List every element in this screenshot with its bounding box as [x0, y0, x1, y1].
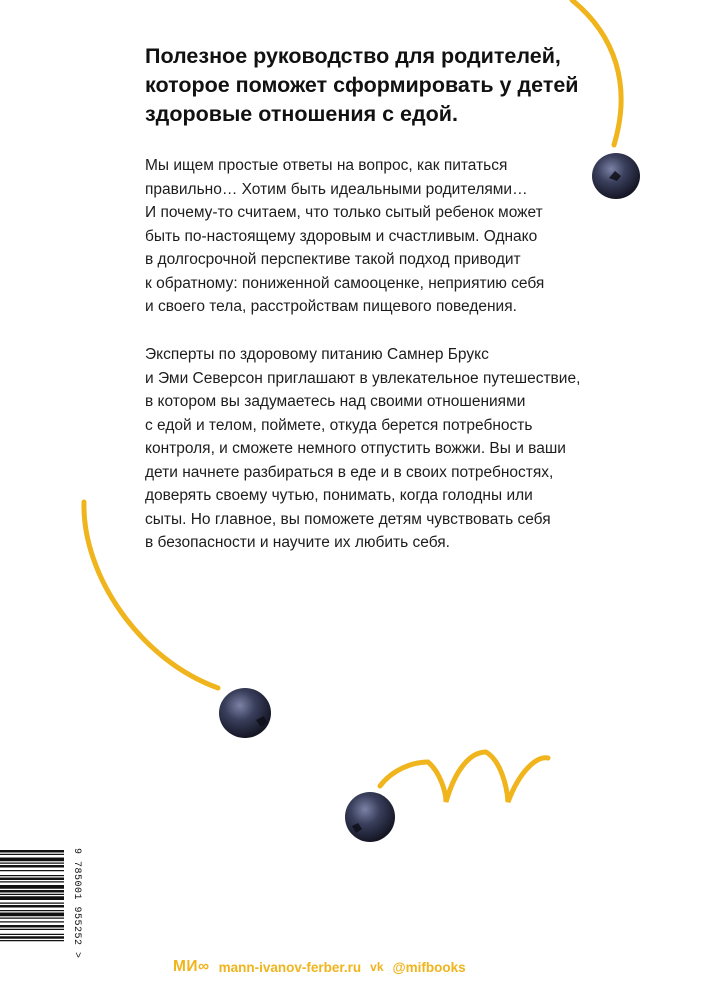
website-link[interactable]: mann-ivanov-ferber.ru [218, 959, 362, 975]
publisher-logo: МИ∞ [173, 958, 210, 975]
text-line: в безопасности и научите их любить себя. [145, 534, 450, 551]
text-line: и своего тела, расстройствам пищевого поведения. [145, 298, 517, 315]
text-line: в котором вы задумаетесь над своими отношениями [145, 393, 526, 410]
headline-line: которое поможет сформировать у детей [145, 73, 579, 97]
isbn-number: 9 785001 955252 > [71, 848, 82, 959]
social-handle[interactable]: @mifbooks [392, 959, 466, 975]
text-line: и Эми Северсон приглашают в увлекательное путешествие, [145, 369, 581, 387]
text-line: И почему-то считаем, что только сытый ребенок может [145, 204, 543, 221]
barcode-bar [0, 910, 64, 911]
vk-icon[interactable]: vk [370, 960, 384, 974]
text-line: доверять своему чутью, понимать, когда голодны или [145, 487, 533, 504]
barcode-bar [0, 875, 64, 876]
barcode-bar [0, 863, 64, 864]
blueberry-middle [219, 688, 271, 738]
barcode-bar [0, 913, 64, 917]
barcode-bar [0, 881, 64, 882]
barcode-bar [0, 894, 64, 895]
barcode-bar [0, 934, 64, 935]
text-line: дети начнете разбираться в еде и в своих потребностях, [145, 463, 554, 481]
text-line: к обратному: пониженной самооценке, неприятию себя [145, 274, 545, 292]
barcode-bar [0, 896, 64, 900]
loop-curve [380, 752, 548, 802]
headline [145, 42, 645, 129]
barcode-bar [0, 925, 64, 928]
footer [173, 957, 466, 977]
barcode-bar [0, 890, 64, 893]
text-line: с едой и телом, поймете, откуда берется потребность [145, 416, 533, 434]
paragraph-1 [145, 154, 615, 319]
barcode-bar [0, 878, 64, 881]
blueberry-bottom [345, 792, 395, 842]
barcode-bar [0, 940, 64, 941]
text-line: в долгосрочной перспективе такой подход приводит [145, 251, 521, 268]
headline-line: Полезное руководство для родителей, [145, 44, 561, 68]
barcode-bar [0, 854, 64, 855]
barcode-bar [0, 858, 64, 862]
barcode-bar [0, 918, 64, 919]
barcode-bar [0, 936, 64, 939]
text-line: Мы ищем простые ответы на вопрос, как питаться [145, 157, 508, 174]
barcode [0, 848, 78, 1003]
barcode-bar [0, 929, 64, 930]
paragraph-2 [145, 343, 615, 555]
barcode-bar [0, 885, 64, 889]
barcode-bar [0, 921, 64, 922]
text-line: сыты. Но главное, вы поможете детям чувствовать себя [145, 510, 551, 528]
text-line: контроля, и сможете немного отпустить вожжи. Вы и ваши [145, 440, 566, 457]
barcode-bar [0, 905, 64, 908]
barcode-bar [0, 850, 64, 853]
text-line: быть по-настоящему здоровым и счастливым. Однако [145, 227, 538, 245]
text-line: Эксперты по здоровому питанию Самнер Брукс [145, 346, 489, 363]
barcode-bar [0, 903, 64, 904]
barcode-bar [0, 870, 64, 871]
barcode-bar [0, 865, 64, 868]
text-line: правильно… Хотим быть идеальными родителями… [145, 180, 528, 198]
headline-line: здоровые отношения с едой. [145, 102, 458, 126]
